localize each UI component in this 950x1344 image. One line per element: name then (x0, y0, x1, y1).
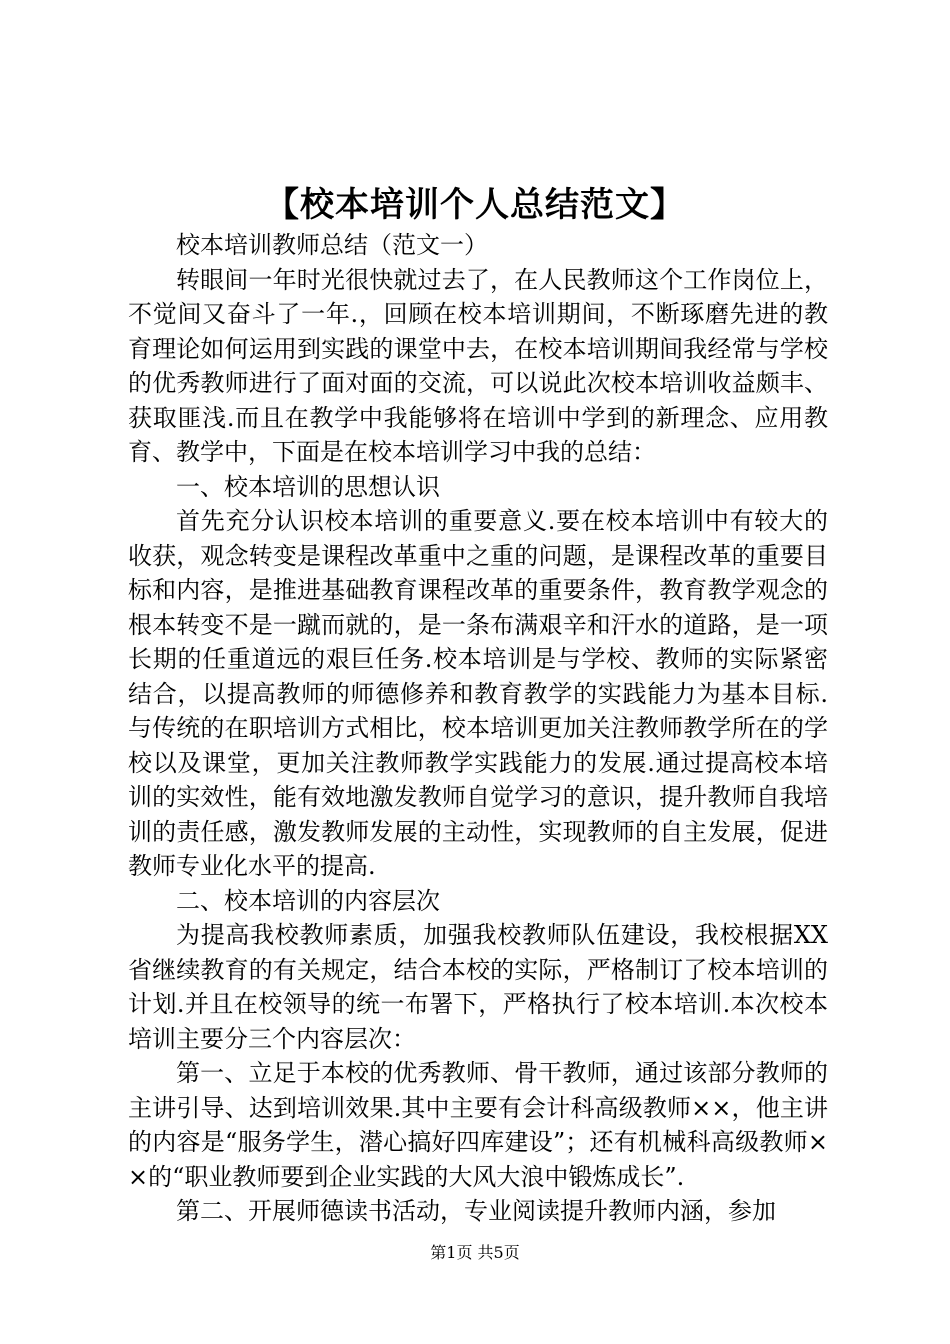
paragraph-subtitle: 校本培训教师总结（范文一） (176, 231, 488, 259)
document-body (128, 228, 828, 1229)
paragraph-level-2: 第二、开展师德读书活动，专业阅读提升教师内涵，参加 (176, 1197, 776, 1225)
section-heading-1: 一、校本培训的思想认识 (176, 472, 440, 501)
document-title: 【校本培训个人总结范文】 (265, 185, 685, 225)
paragraph-level-1: 第一、立足于本校的优秀教师、骨干教师，通过该部分教师的主讲引导、达到培训效果.其中主要有会计科高级教师××，他主讲的内容是“服务学生，潜心搞好四库建设”；还有机械科高级教师××的“职业教师要到企业实践的大风大浪中锻炼成长”. (128, 1059, 828, 1191)
section-heading-2: 二、校本培训的内容层次 (176, 886, 440, 915)
page-footer: 第1页 共5页 (430, 1243, 520, 1262)
paragraph-intro: 转眼间一年时光很快就过去了，在人民教师这个工作岗位上，不觉间又奋斗了一年.，回顾在校本培训期间，不断琢磨先进的教育理论如何运用到实践的课堂中去，在校本培训期间我经常与学校的优秀教师进行了面对面的交流，可以说此次校本培训收益颇丰、获取匪浅.而且在教学中我能够将在培训中学到的新理念、应用教育、教学中，下面是在校本培训学习中我的总结： (128, 265, 828, 466)
paragraph-section-1: 首先充分认识校本培训的重要意义.要在校本培训中有较大的收获，观念转变是课程改革重中之重的问题，是课程改革的重要目标和内容，是推进基础教育课程改革的重要条件，教育教学观念的根本转变不是一蹴而就的，是一条布满艰辛和汗水的道路，是一项长期的任重道远的艰巨任务.校本培训是与学校、教师的实际紧密结合，以提高教师的师德修养和教育教学的实践能力为基本目标.与传统的在职培训方式相比，校本培训更加关注教师教学所在的学校以及课堂，更加关注教师教学实践能力的发展.通过提高校本培训的实效性，能有效地激发教师自觉学习的意识，提升教师自我培训的责任感，激发教师发展的主动性，实现教师的自主发展，促进教师专业化水平的提高. (128, 507, 828, 880)
paragraph-section-2: 为提高我校教师素质，加强我校教师队伍建设，我校根据XX省继续教育的有关规定，结合本校的实际，严格制订了校本培训的计划.并且在校领导的统一布署下，严格执行了校本培训.本次校本培训主要分三个内容层次： (128, 921, 828, 1053)
